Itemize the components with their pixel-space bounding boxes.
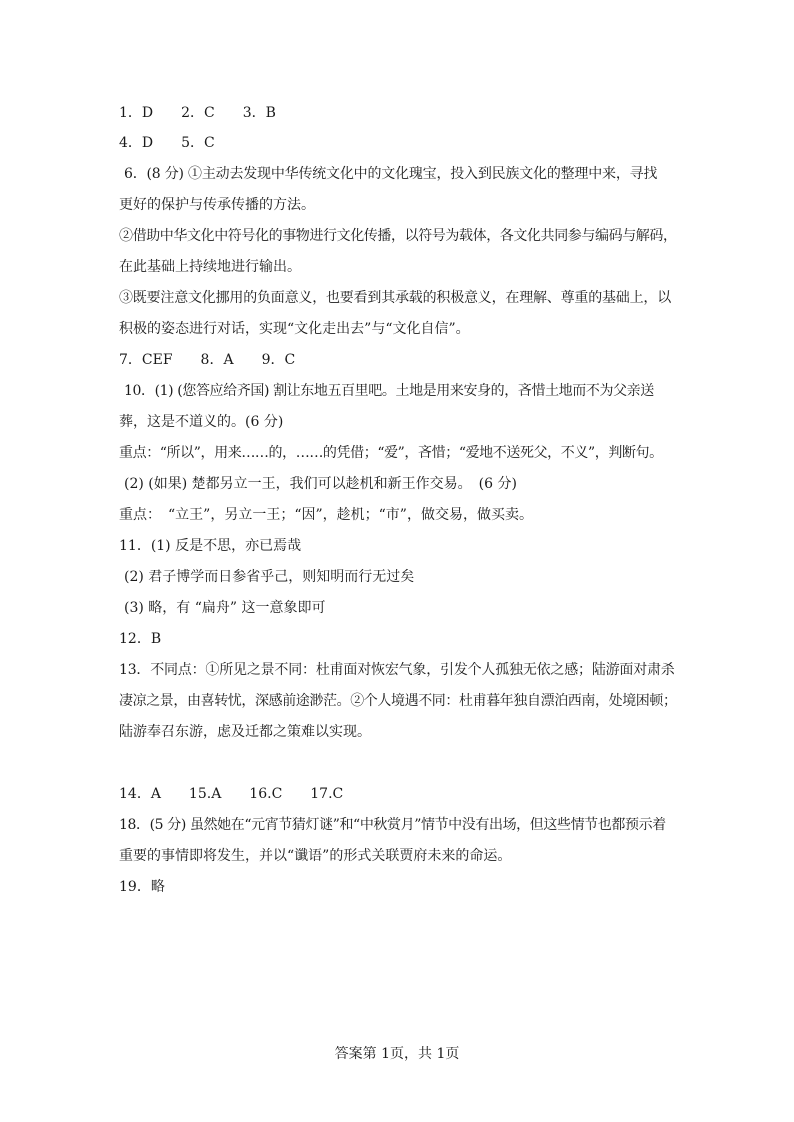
answer-line-13-c: 陆游奉召东游，虑及迁都之策难以实现。 [119, 724, 371, 740]
answer-line-11-b: (2) 君子博学而日参省乎己，则知明而行无过矣 [124, 569, 415, 585]
answer-line-6-b: 更好的保护与传承传播的方法。 [119, 197, 315, 213]
answer-line-10-c: 重点：“所以”，用来……的，……的凭借；“爱”，吝惜；“爱地不送死父，不义”，判断句。 [119, 445, 663, 461]
answer-line-19: 19．略 [119, 879, 165, 895]
answer-line-6-a: 6．(8 分) ①主动去发现中华传统文化中的文化瑰宝，投入到民族文化的整理中来，寻找 [124, 166, 658, 182]
answer-line-4-5: 4．D 5．C [119, 135, 215, 151]
page-footer: 答案第 1页，共 1页 [334, 1046, 460, 1062]
answer-line-18-b: 重要的事情即将发生，并以“谶语”的形式关联贾府未来的命运。 [119, 848, 512, 864]
answer-line-11-c: (3) 略，有 “扁舟” 这一意象即可 [124, 600, 326, 616]
answer-line-13-b: 凄凉之景，由喜转忧，深感前途渺茫。②个人境遇不同：杜甫暮年独自漂泊西南，处境困顿； [119, 693, 677, 709]
answer-line-10-d: (2) (如果) 楚都另立一王，我们可以趁机和新王作交易。 (6 分) [124, 476, 517, 492]
answer-line-6-f: 积极的姿态进行对话，实现“文化走出去”与“文化自信”。 [119, 321, 470, 337]
answer-line-14-17: 14．A 15.A 16.C 17.C [119, 786, 344, 802]
answer-line-6-e: ③既要注意文化挪用的负面意义，也要看到其承载的积极意义，在理解、尊重的基础上，以 [119, 290, 671, 306]
answer-line-12: 12．B [119, 631, 162, 647]
answer-line-6-d: 在此基础上持续地进行输出。 [119, 259, 301, 275]
answer-line-10-a: 10．(1) (您答应给齐国) 割让东地五百里吧。土地是用来安身的，吝惜土地而不为父亲送 [124, 383, 654, 399]
answer-line-11-a: 11．(1) 反是不思，亦已焉哉 [119, 538, 302, 554]
answer-line-10-b: 葬，这是不道义的。(6 分) [119, 414, 284, 430]
answer-line-10-e: 重点： “立王”，另立一王；“因”，趁机；“市”，做交易，做买卖。 [119, 507, 533, 523]
answer-line-18-a: 18．(5 分) 虽然她在“元宵节猜灯谜”和“中秋赏月”情节中没有出场，但这些情节也都预示着 [119, 817, 666, 833]
answer-line-6-c: ②借助中华文化中符号化的事物进行文化传播，以符号为载体，各文化共同参与编码与解码， [119, 228, 677, 244]
answer-line-13-a: 13．不同点：①所见之景不同：杜甫面对恢宏气象，引发个人孤独无依之感；陆游面对肃杀 [119, 662, 675, 678]
answer-line-7-9: 7．CEF 8．A 9．C [119, 352, 296, 368]
answer-line-1-3: 1．D 2．C 3．B [119, 105, 276, 121]
